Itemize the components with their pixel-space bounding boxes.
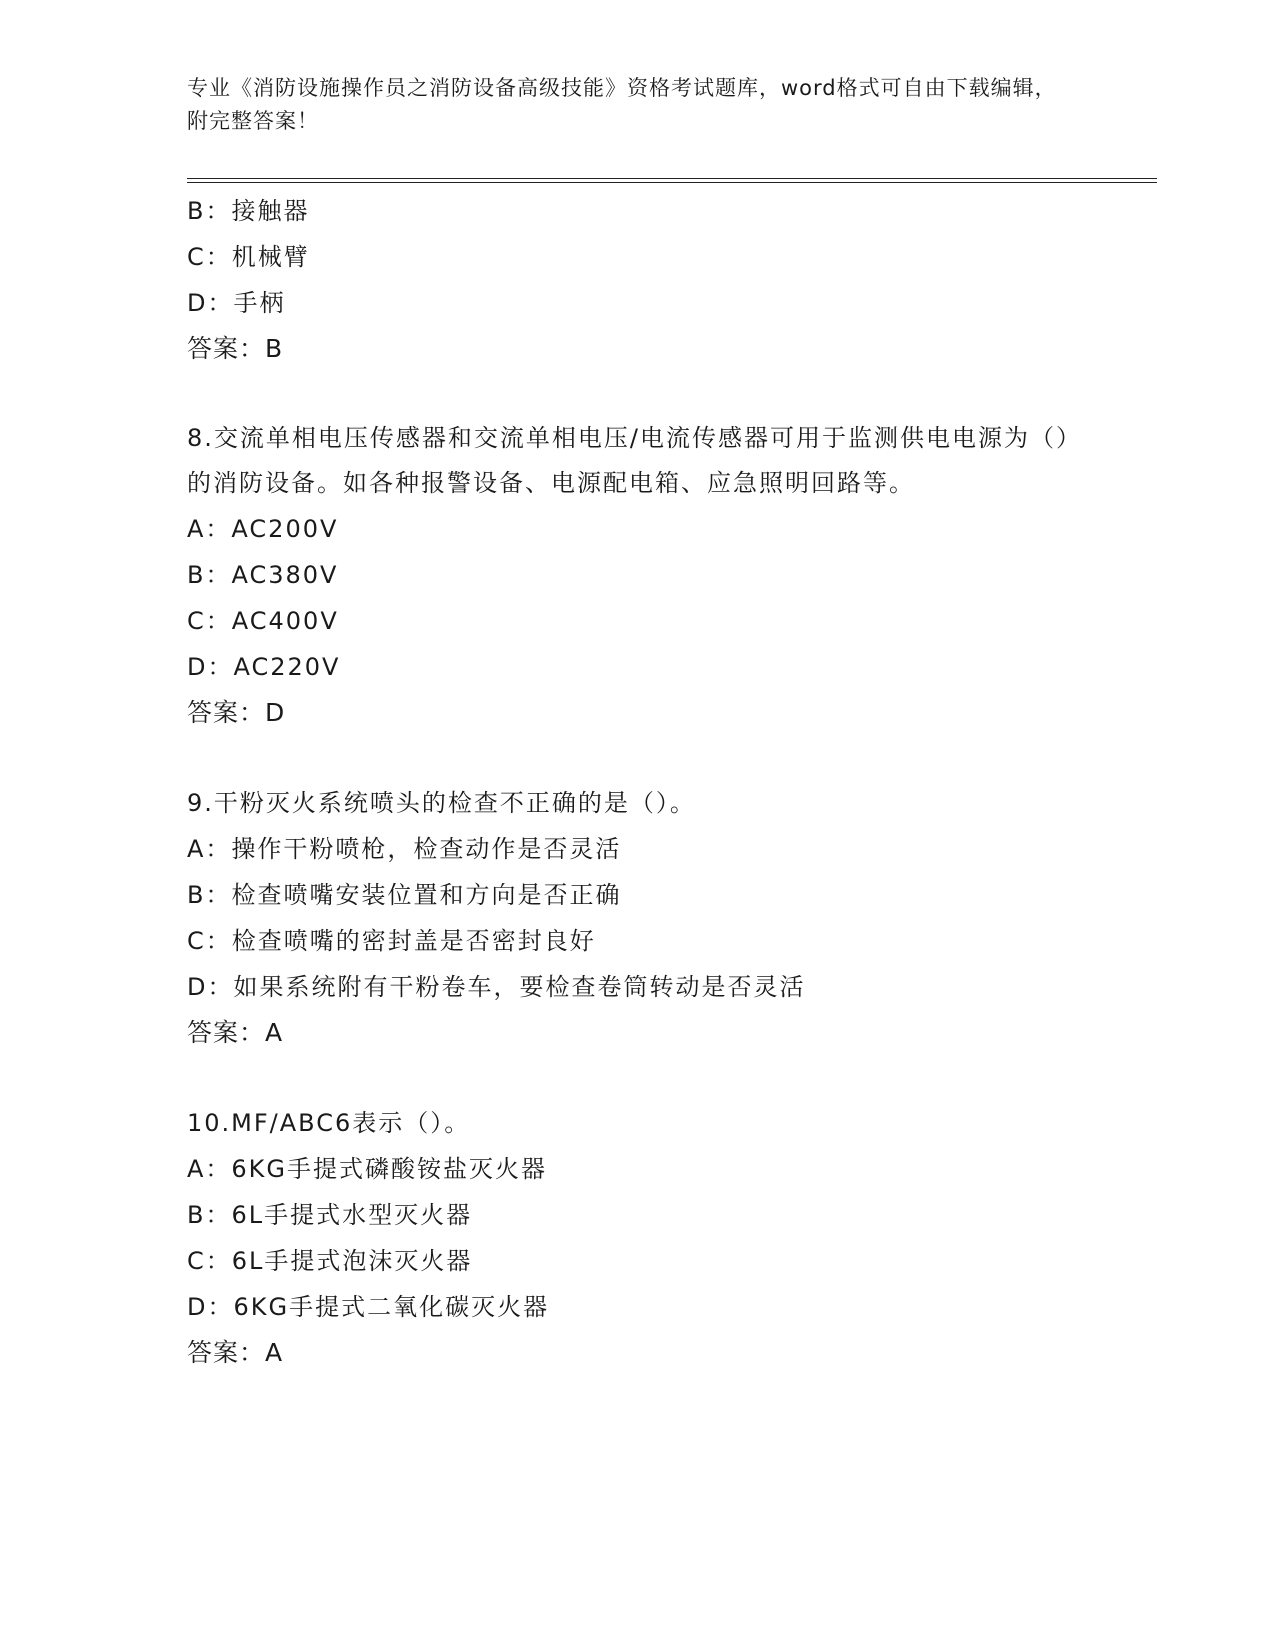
answer-line: 答案：D: [187, 698, 286, 727]
document-header: [187, 72, 1067, 138]
question-10: [187, 1100, 1087, 1376]
option-d: D：6KG手提式二氧化碳灭火器: [187, 1293, 550, 1321]
option-d: D：手柄: [187, 289, 286, 317]
answer-line: 答案：B: [187, 334, 284, 363]
option-b: B：接触器: [187, 197, 310, 225]
question-text: 9.干粉灭火系统喷头的检查不正确的是（）。: [187, 789, 696, 817]
answer-line: 答案：A: [187, 1338, 284, 1367]
option-d: D：AC220V: [187, 653, 341, 681]
option-c: C：检查喷嘴的密封盖是否密封良好: [187, 927, 596, 955]
question-8: [187, 416, 1087, 736]
option-a: A：操作干粉喷枪，检查动作是否灵活: [187, 835, 622, 863]
answer-line: 答案：A: [187, 1018, 284, 1047]
header-divider-top: [187, 178, 1157, 179]
option-c: C：6L手提式泡沫灭火器: [187, 1247, 473, 1275]
option-b: B：检查喷嘴安装位置和方向是否正确: [187, 881, 622, 909]
option-d: D：如果系统附有干粉卷车，要检查卷筒转动是否灵活: [187, 973, 806, 1001]
option-b: B：AC380V: [187, 561, 339, 589]
question-list: [187, 188, 1087, 1376]
option-a: A：AC200V: [187, 515, 339, 543]
header-divider-bottom: [187, 182, 1157, 183]
question-9: [187, 780, 1087, 1056]
option-c: C：机械臂: [187, 243, 310, 271]
option-a: A：6KG手提式磷酸铵盐灭火器: [187, 1155, 548, 1183]
question-7-tail: [187, 188, 1087, 372]
header-title: 专业《消防设施操作员之消防设备高级技能》资格考试题库，word格式可自由下载编辑，附完整答案！: [187, 76, 1057, 133]
question-text: 8.交流单相电压传感器和交流单相电压/电流传感器可用于监测供电电源为（）的消防设备。如各种报警设备、电源配电箱、应急照明回路等。: [187, 424, 1082, 497]
question-text: 10.MF/ABC6表示（）。: [187, 1109, 471, 1137]
option-c: C：AC400V: [187, 607, 339, 635]
option-b: B：6L手提式水型灭火器: [187, 1201, 473, 1229]
